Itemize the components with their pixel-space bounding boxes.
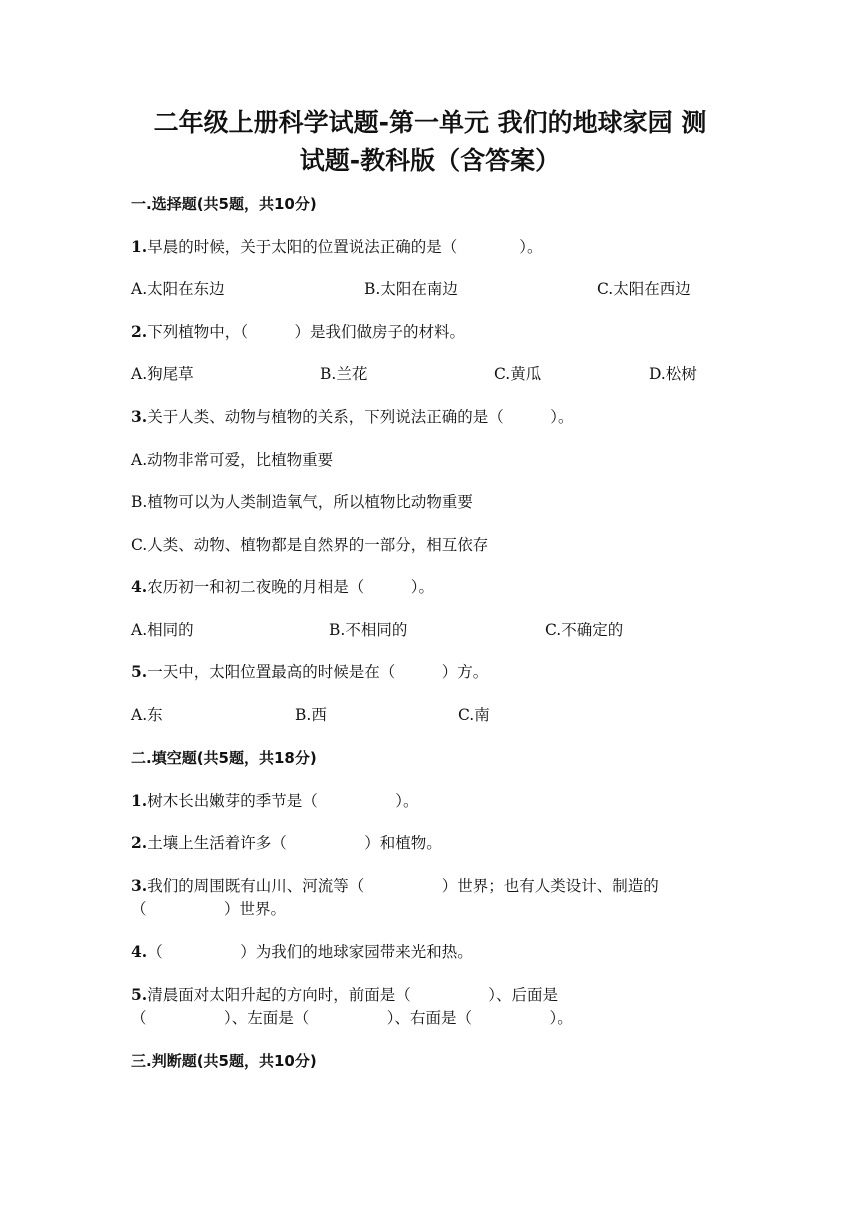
question-text: 一天中，太阳位置最高的时候是在（ ）方。 (147, 663, 489, 681)
question-text: 我们的周围既有山川、河流等（ ）世界；也有人类设计、制造的 (147, 877, 659, 895)
fill-1 (131, 790, 418, 812)
q5-option-a: A.东 (131, 706, 163, 724)
q2-option-a: A.狗尾草 (131, 365, 194, 383)
question-number: 1. (131, 791, 148, 810)
title-line-2: 试题-教科版（含答案） (299, 146, 561, 175)
q2-option-d: D.松树 (649, 365, 697, 383)
section-heading-fill: 二.填空题(共5题，共18分) (131, 749, 317, 767)
q4-option-c: C.不确定的 (545, 621, 624, 639)
question-text: 关于人类、动物与植物的关系，下列说法正确的是（ ）。 (147, 408, 574, 426)
fill-3 (131, 875, 659, 897)
question-number: 4. (131, 942, 148, 961)
q2-option-b: B.兰花 (320, 365, 368, 383)
q5-option-b: B.西 (295, 706, 327, 724)
title-line-1: 二年级上册科学试题-第一单元 我们的地球家园 测 (153, 108, 707, 137)
section-heading-choice: 一.选择题(共5题，共10分) (131, 195, 317, 213)
q3-option-b: B.植物可以为人类制造氧气，所以植物比动物重要 (131, 493, 473, 511)
section-heading-judge: 三.判断题(共5题，共10分) (131, 1052, 317, 1070)
q1-option-b: B.太阳在南边 (364, 280, 458, 298)
question-number: 1. (131, 237, 148, 256)
q5-option-c: C.南 (458, 706, 490, 724)
question-1 (131, 236, 542, 258)
fill-2 (131, 832, 442, 854)
q1-option-a: A.太阳在东边 (131, 280, 225, 298)
question-text: 下列植物中，（ ）是我们做房子的材料。 (147, 323, 465, 341)
question-number: 3. (131, 876, 148, 895)
question-number: 5. (131, 985, 148, 1004)
question-text: （ ）为我们的地球家园带来光和热。 (147, 943, 473, 961)
question-text: 早晨的时候，关于太阳的位置说法正确的是（ ）。 (147, 238, 543, 256)
question-number: 2. (131, 322, 148, 341)
fill-5 (131, 984, 558, 1006)
question-5 (131, 661, 488, 683)
question-number: 3. (131, 407, 148, 426)
question-text: 农历初一和初二夜晚的月相是（ ）。 (147, 578, 434, 596)
question-text: 土壤上生活着许多（ ）和植物。 (147, 834, 442, 852)
q2-option-c: C.黄瓜 (494, 365, 542, 383)
q4-option-b: B.不相同的 (329, 621, 408, 639)
q4-option-a: A.相同的 (131, 621, 194, 639)
question-2 (131, 321, 465, 343)
q3-option-a: A.动物非常可爱，比植物重要 (131, 451, 334, 469)
question-number: 5. (131, 662, 148, 681)
question-text: 树木长出嫩芽的季节是（ ）。 (147, 792, 419, 810)
q3-option-c: C.人类、动物、植物都是自然界的一部分，相互依存 (131, 536, 489, 554)
fill-4 (131, 941, 473, 963)
document-title (120, 104, 740, 180)
q1-option-c: C.太阳在西边 (597, 280, 691, 298)
question-number: 4. (131, 577, 148, 596)
fill-3-continued: （ ）世界。 (131, 900, 287, 918)
question-4 (131, 576, 434, 598)
fill-5-continued: （ ）、左面是（ ）、右面是（ ）。 (131, 1009, 573, 1027)
question-3 (131, 406, 573, 428)
question-number: 2. (131, 833, 148, 852)
question-text: 清晨面对太阳升起的方向时，前面是（ ）、后面是 (147, 986, 558, 1004)
